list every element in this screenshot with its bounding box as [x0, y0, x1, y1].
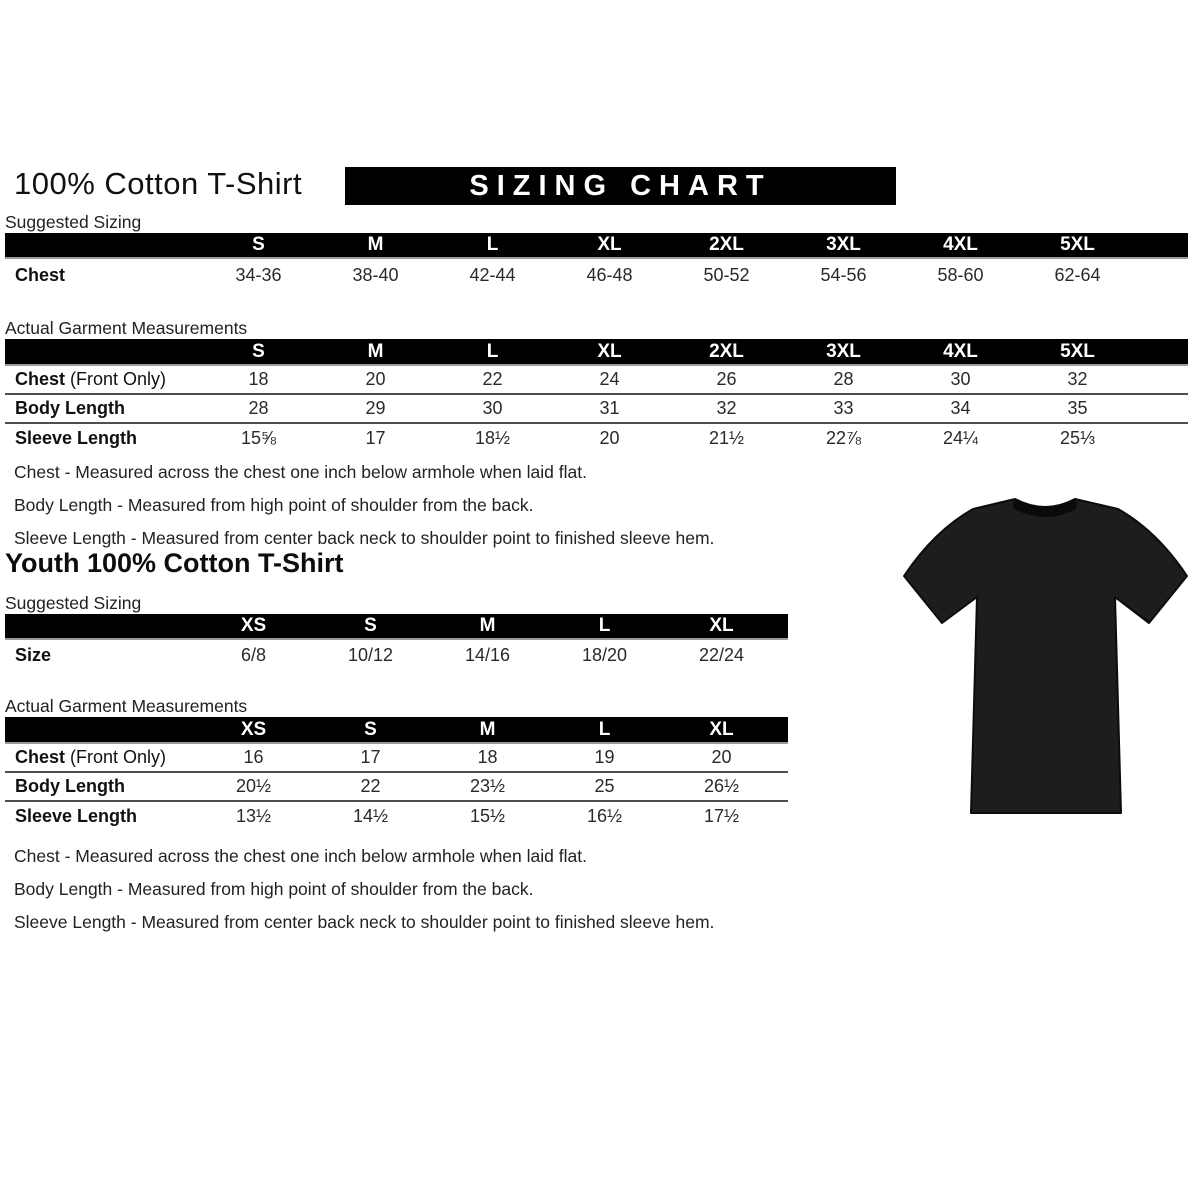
- table-row-chest: [5, 744, 788, 773]
- size-value: 42-44: [469, 265, 516, 285]
- column-header: S: [252, 340, 265, 362]
- size-value: 14/16: [464, 645, 511, 665]
- measure-value: 29: [365, 398, 386, 418]
- adult-actual-measurements-label: Actual Garment Measurements: [5, 318, 248, 338]
- measure-value: 28: [833, 369, 854, 389]
- measure-value: 18: [248, 369, 269, 389]
- adult-suggested-sizing-label: Suggested Sizing: [5, 212, 142, 232]
- column-header: 5XL: [1060, 234, 1095, 255]
- table-row-size: [5, 640, 788, 671]
- table-header-row: [5, 339, 1188, 366]
- table-row-sleeve-length: [5, 424, 1188, 453]
- measure-value: 24: [599, 369, 620, 389]
- measure-value: 23½: [469, 776, 506, 796]
- measure-value: 22⅞: [825, 428, 862, 448]
- row-label: Chest: [15, 265, 66, 285]
- row-label: Body Length: [15, 398, 125, 418]
- youth-section-title: Youth 100% Cotton T-Shirt: [5, 548, 344, 578]
- measure-value: 20: [599, 428, 620, 448]
- size-value: 46-48: [586, 265, 633, 285]
- measure-value: 21½: [708, 428, 745, 448]
- note-body-length: Body Length - Measured from high point of shoulder from the back.: [14, 495, 534, 515]
- measure-value: 24¼: [942, 428, 979, 448]
- measure-value: 20: [711, 747, 732, 767]
- measure-value: 26½: [703, 776, 740, 796]
- column-header: 3XL: [826, 234, 861, 255]
- measure-value: 32: [1067, 369, 1088, 389]
- measure-value: 33: [833, 398, 854, 418]
- measure-value: 20: [365, 369, 386, 389]
- measure-value: 13½: [235, 806, 272, 826]
- column-header: S: [364, 615, 377, 636]
- table-row: [5, 259, 1188, 292]
- measure-value: 17: [360, 747, 381, 767]
- measure-value: 22: [482, 369, 503, 389]
- column-header: M: [479, 615, 496, 636]
- youth-suggested-sizing-table: [5, 614, 788, 671]
- column-header: L: [486, 234, 499, 255]
- note-chest: Chest - Measured across the chest one inch below armhole when laid flat.: [14, 846, 587, 866]
- adult-measurement-notes: [14, 456, 714, 555]
- measure-value: 16: [243, 747, 264, 767]
- table-row-body-length: [5, 773, 788, 802]
- column-header: XL: [709, 718, 734, 740]
- column-header: 3XL: [826, 340, 861, 362]
- size-value: 34-36: [235, 265, 282, 285]
- measure-value: 22: [360, 776, 381, 796]
- size-value: 10/12: [347, 645, 394, 665]
- row-label: Chest (Front Only): [15, 369, 167, 389]
- note-chest: Chest - Measured across the chest one inch below armhole when laid flat.: [14, 462, 587, 482]
- column-header: 4XL: [943, 234, 978, 255]
- column-header: XL: [709, 615, 734, 636]
- column-header: 2XL: [709, 340, 744, 362]
- size-value: 38-40: [352, 265, 399, 285]
- measure-value: 17: [365, 428, 386, 448]
- measure-value: 15⅝: [240, 428, 277, 448]
- sizing-chart-banner: SIZING CHART: [345, 167, 896, 205]
- column-header: XL: [597, 340, 622, 362]
- measure-value: 35: [1067, 398, 1088, 418]
- measure-value: 14½: [352, 806, 389, 826]
- column-header: 4XL: [943, 340, 978, 362]
- column-header: S: [252, 234, 265, 255]
- row-label: Sleeve Length: [15, 428, 138, 448]
- measure-value: 26: [716, 369, 737, 389]
- adult-suggested-sizing-table: [5, 233, 1188, 292]
- size-value: 54-56: [820, 265, 867, 285]
- measure-value: 16½: [586, 806, 623, 826]
- column-header: XS: [240, 615, 267, 636]
- row-label: Size: [15, 645, 52, 665]
- measure-value: 17½: [703, 806, 740, 826]
- table-header-row: [5, 614, 788, 640]
- note-body-length: Body Length - Measured from high point of shoulder from the back.: [14, 879, 534, 899]
- size-value: 50-52: [703, 265, 750, 285]
- measure-value: 18½: [474, 428, 511, 448]
- youth-actual-measurements-table: [5, 717, 788, 831]
- column-header: L: [598, 615, 611, 636]
- row-label: Body Length: [15, 776, 125, 796]
- measure-value: 25⅓: [1059, 428, 1096, 448]
- size-value: 62-64: [1054, 265, 1101, 285]
- table-header-row: [5, 717, 788, 744]
- size-value: 18/20: [581, 645, 628, 665]
- column-header: M: [367, 340, 384, 362]
- size-value: 58-60: [937, 265, 984, 285]
- youth-measurement-notes: [14, 840, 714, 939]
- measure-value: 20½: [235, 776, 272, 796]
- youth-suggested-sizing-label: Suggested Sizing: [5, 593, 142, 613]
- column-header: XL: [597, 234, 622, 255]
- table-row-chest: [5, 366, 1188, 395]
- column-header: 2XL: [709, 234, 744, 255]
- column-header: L: [486, 340, 499, 362]
- column-header: 5XL: [1060, 340, 1095, 362]
- measure-value: 30: [482, 398, 503, 418]
- column-header: XS: [240, 718, 267, 740]
- page-title: 100% Cotton T-Shirt: [14, 166, 303, 201]
- column-header: M: [367, 234, 384, 255]
- column-header: S: [364, 718, 377, 740]
- table-header-row: [5, 233, 1188, 259]
- size-value: 6/8: [240, 645, 267, 665]
- youth-actual-measurements-label: Actual Garment Measurements: [5, 696, 248, 716]
- tshirt-graphic: [893, 475, 1198, 827]
- row-label: Sleeve Length: [15, 806, 138, 826]
- column-header: M: [479, 718, 496, 740]
- size-value: 22/24: [698, 645, 745, 665]
- column-header: L: [598, 718, 611, 740]
- measure-value: 15½: [469, 806, 506, 826]
- measure-value: 31: [599, 398, 620, 418]
- adult-actual-measurements-table: [5, 339, 1188, 453]
- black-tshirt-image: [893, 475, 1198, 827]
- table-row-sleeve-length: [5, 802, 788, 831]
- measure-value: 19: [594, 747, 615, 767]
- measure-value: 25: [594, 776, 615, 796]
- measure-value: 34: [950, 398, 971, 418]
- note-sleeve-length: Sleeve Length - Measured from center back neck to shoulder point to finished sleeve hem.: [14, 528, 715, 548]
- table-row-body-length: [5, 395, 1188, 424]
- measure-value: 30: [950, 369, 971, 389]
- row-label: Chest (Front Only): [15, 747, 167, 767]
- measure-value: 28: [248, 398, 269, 418]
- measure-value: 18: [477, 747, 498, 767]
- note-sleeve-length: Sleeve Length - Measured from center back neck to shoulder point to finished sleeve hem.: [14, 912, 715, 932]
- measure-value: 32: [716, 398, 737, 418]
